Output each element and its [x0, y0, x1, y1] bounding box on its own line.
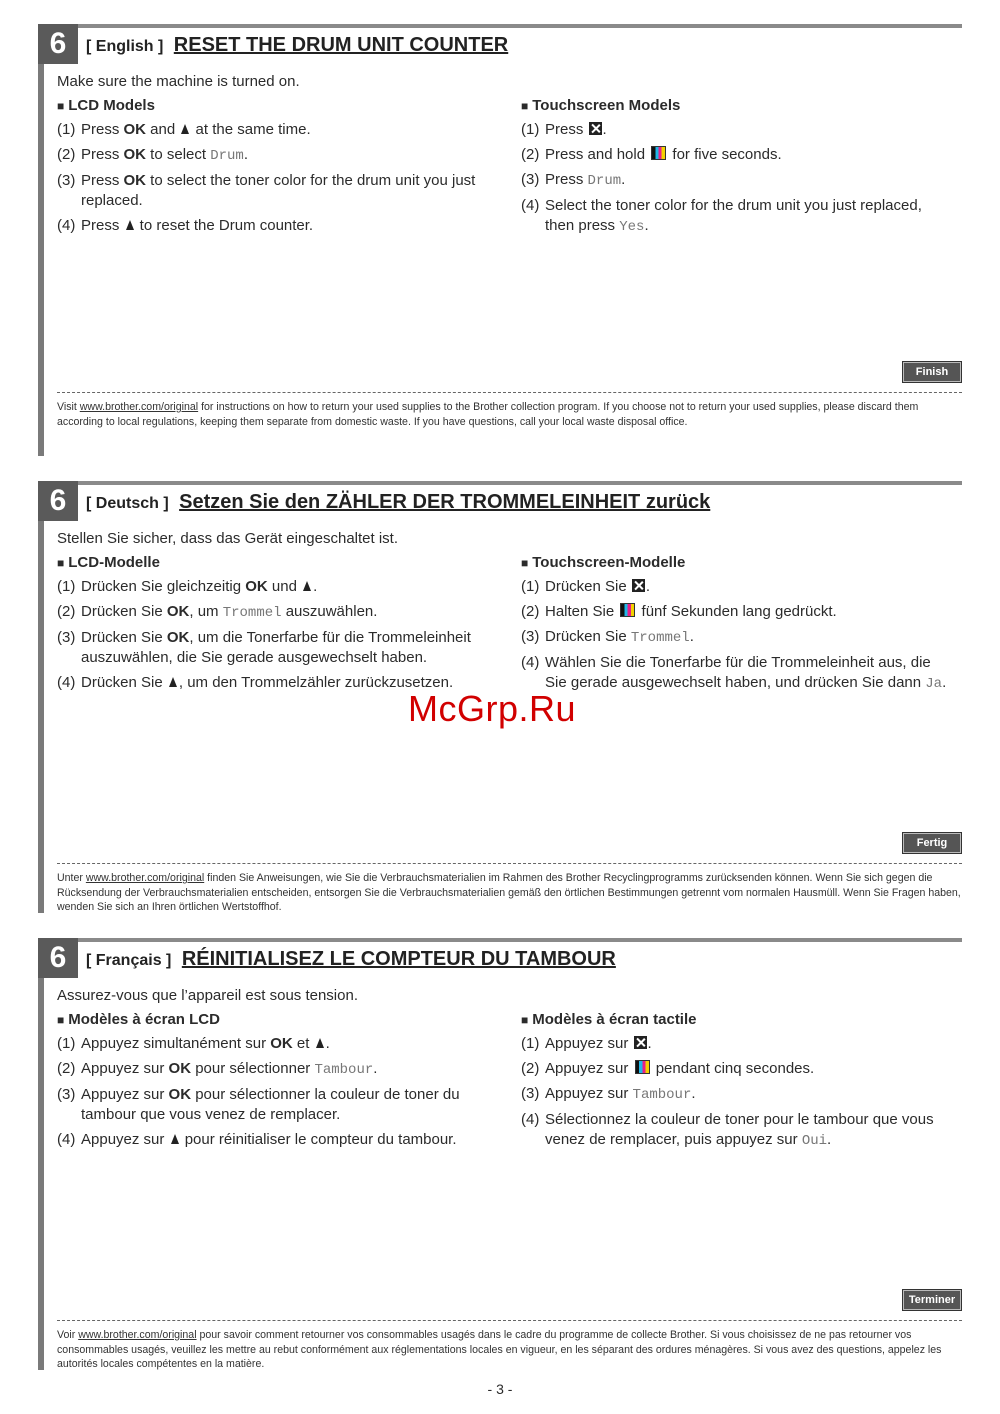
- up-arrow-icon: [316, 1038, 324, 1048]
- list-item: (4) Press to reset the Drum counter.: [57, 217, 314, 234]
- recycling-note: Visit www.brother.com/original for instructions on how to return your used supplies to the Brother collection program. If you choose not to return your used supplies, please discard them according to local regulations, keeping them separate from domestic waste. If you have questions, call your local waste disposal office.: [57, 401, 919, 428]
- list-item: (4) Appuyez sur pour réinitialiser le compteur du tambour.: [57, 1131, 457, 1148]
- touchscreen-steps: [521, 577, 951, 699]
- list-item: (2) Press and hold for five seconds.: [521, 146, 782, 163]
- list-item: (2) Drücken Sie OK, um Trommel auszuwählen.: [57, 603, 378, 621]
- list-item: (2) Halten Sie fünf Sekunden lang gedrückt.: [521, 603, 837, 620]
- lcd-models-heading: ■ LCD Models: [57, 97, 155, 114]
- dashed-divider: [57, 392, 962, 393]
- intro-text: Assurez-vous que l’appareil est sous tension.: [57, 987, 358, 1004]
- toner-icon: [620, 603, 635, 617]
- list-item: (3) Appuyez sur OK pour sélectionner la couleur de toner du tambour que vous venez de remplacer.: [57, 1086, 460, 1123]
- section-top-bar: [38, 481, 962, 485]
- up-arrow-icon: [169, 677, 177, 687]
- brother-link[interactable]: www.brother.com/original: [85, 872, 205, 884]
- close-icon: [634, 1036, 647, 1049]
- close-icon: [589, 122, 602, 135]
- recycling-note: Unter www.brother.com/original finden Sie Anweisungen, wie Sie die Verbrauchsmaterialien im Rahmen des Brother Recyclingprogramms zurücksenden können. Wenn Sie sich gegen die Rücksendung der Verbrauchsmaterialien entscheiden, entsorgen Sie die Verbrauchsmaterialien gemäß den örtlichen Bestimmungen getrennt vom normalen Hausmüll. Wenn Sie Fragen haben, wenden Sie sich an Ihren örtlichen Wertstoffhof.: [57, 872, 961, 913]
- list-item: (4) Select the toner color for the drum unit you just replaced, then press Yes.: [521, 197, 922, 235]
- step-number: 6: [38, 24, 78, 64]
- toner-icon: [651, 146, 666, 160]
- list-item: (3) Drücken Sie OK, um die Tonerfarbe für die Trommeleinheit auszuwählen, die Sie gerade ausgewechselt haben.: [57, 629, 471, 666]
- lcd-steps: [57, 1034, 497, 1155]
- list-item: (1) Drücken Sie gleichzeitig OK und .: [57, 578, 318, 595]
- section-heading: [86, 34, 508, 57]
- up-arrow-icon: [126, 220, 134, 230]
- section-heading: [86, 491, 710, 514]
- list-item: (1) Appuyez simultanément sur OK et .: [57, 1035, 330, 1052]
- lcd-models-heading: ■ Modèles à écran LCD: [57, 1011, 220, 1028]
- list-item: (1) Press OK and at the same time.: [57, 121, 311, 138]
- list-item: (2) Appuyez sur pendant cinq secondes.: [521, 1060, 815, 1077]
- section-title: RÉINITIALISEZ LE COMPTEUR DU TAMBOUR: [181, 948, 616, 970]
- brother-link[interactable]: www.brother.com/original: [79, 401, 199, 413]
- step-number: 6: [38, 938, 78, 978]
- brother-link[interactable]: www.brother.com/original: [78, 1329, 197, 1341]
- section-francais: [38, 938, 962, 1370]
- close-icon: [632, 579, 645, 592]
- dashed-divider: [57, 863, 962, 864]
- touchscreen-steps: [521, 120, 951, 242]
- language-label: [ Deutsch ]: [86, 495, 169, 512]
- language-label: [ English ]: [86, 38, 164, 55]
- intro-text: Make sure the machine is turned on.: [57, 73, 300, 90]
- section-title: Setzen Sie den ZÄHLER DER TROMMELEINHEIT zurück: [179, 491, 711, 513]
- section-left-bar: [38, 481, 44, 913]
- list-item: (1) Appuyez sur .: [521, 1035, 652, 1052]
- finish-badge: Terminer: [902, 1289, 962, 1311]
- list-item: (3) Drücken Sie Trommel.: [521, 628, 694, 646]
- step-number: 6: [38, 481, 78, 521]
- up-arrow-icon: [171, 1134, 179, 1144]
- section-title: RESET THE DRUM UNIT COUNTER: [173, 34, 509, 56]
- touchscreen-models-heading: ■ Touchscreen Models: [521, 97, 681, 114]
- section-top-bar: [38, 938, 962, 942]
- touchscreen-steps: [521, 1034, 951, 1156]
- watermark: McGrp.Ru: [408, 688, 577, 729]
- list-item: (4) Wählen Sie die Tonerfarbe für die Trommeleinheit aus, die Sie gerade ausgewechselt haben, und drücken Sie dann Ja.: [521, 654, 947, 692]
- up-arrow-icon: [181, 124, 189, 134]
- intro-text: Stellen Sie sicher, dass das Gerät eingeschaltet ist.: [57, 530, 399, 547]
- lcd-models-heading: ■ LCD-Modelle: [57, 554, 160, 571]
- lcd-steps: [57, 577, 497, 698]
- lcd-steps: [57, 120, 497, 241]
- list-item: (3) Press Drum.: [521, 171, 626, 189]
- up-arrow-icon: [303, 581, 311, 591]
- toner-icon: [635, 1060, 650, 1074]
- language-label: [ Français ]: [86, 952, 172, 969]
- dashed-divider: [57, 1320, 962, 1321]
- touchscreen-models-heading: ■ Modèles à écran tactile: [521, 1011, 697, 1028]
- finish-badge: Fertig: [902, 832, 962, 854]
- section-left-bar: [38, 938, 44, 1370]
- section-top-bar: [38, 24, 962, 28]
- list-item: (4) Sélectionnez la couleur de toner pour le tambour que vous venez de remplacer, puis appuyez sur Oui.: [521, 1111, 934, 1149]
- list-item: (2) Press OK to select Drum.: [57, 146, 248, 164]
- list-item: (3) Press OK to select the toner color for the drum unit you just replaced.: [57, 172, 476, 209]
- list-item: (3) Appuyez sur Tambour.: [521, 1085, 696, 1103]
- finish-badge: Finish: [902, 361, 962, 383]
- touchscreen-models-heading: ■ Touchscreen-Modelle: [521, 554, 686, 571]
- page-number: - 3 -: [487, 1381, 513, 1397]
- section-english: [38, 24, 962, 456]
- list-item: (1) Press .: [521, 121, 607, 138]
- list-item: (4) Drücken Sie , um den Trommelzähler zurückzusetzen.: [57, 674, 454, 691]
- section-left-bar: [38, 24, 44, 456]
- list-item: (2) Appuyez sur OK pour sélectionner Tambour.: [57, 1060, 378, 1078]
- list-item: (1) Drücken Sie .: [521, 578, 651, 595]
- recycling-note: Voir www.brother.com/original pour savoir comment retourner vos consommables usagés dans le cadre du programme de collecte Brother. Si vous choisissez de ne pas retourner vos consommables usagés, veuillez les mettre au rebut conformément aux réglementations locales en vigueur, en les séparant des ordures ménagères. Si vous avez des questions, appelez les autorités locales compétentes en la matière.: [57, 1329, 942, 1370]
- section-heading: [86, 948, 616, 971]
